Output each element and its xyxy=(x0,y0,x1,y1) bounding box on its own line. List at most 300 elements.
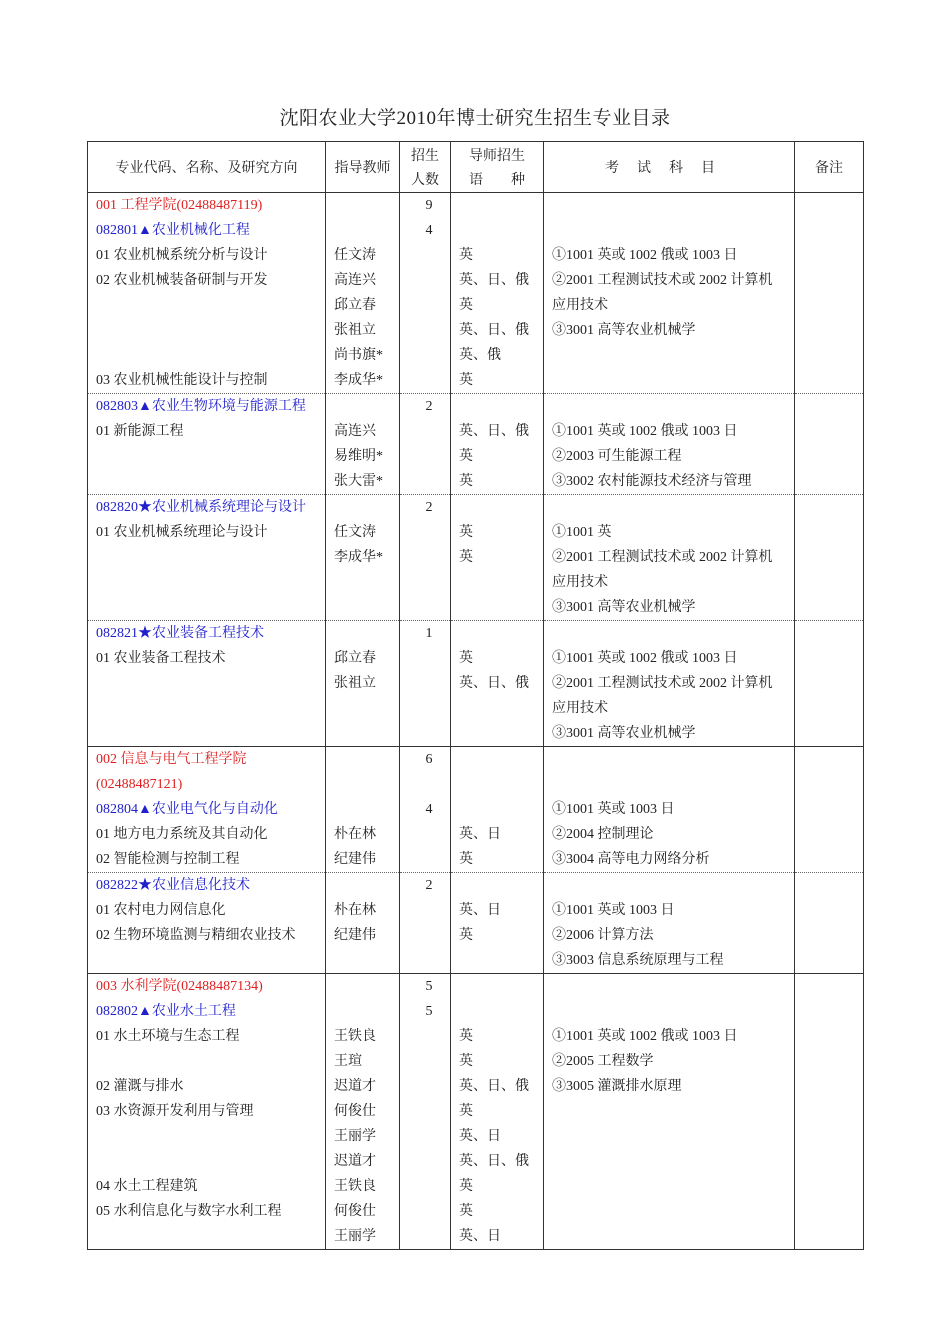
major-line: 02 灌溉与排水 xyxy=(96,1079,184,1094)
quota-line: 2 xyxy=(425,878,433,893)
major-line: 03 农业机械性能设计与控制 xyxy=(96,373,268,388)
remarks-line xyxy=(803,822,863,847)
remarks-cell xyxy=(795,495,864,621)
supervisor-cell xyxy=(326,495,400,621)
major-line: 082802▲农业水土工程 xyxy=(96,1004,236,1019)
header-supervisor: 指导教师 xyxy=(326,142,400,193)
supervisor-cell xyxy=(326,873,400,974)
major-line: 01 水土环境与生态工程 xyxy=(96,1029,240,1044)
remarks-line xyxy=(803,1049,863,1074)
major-line: (02488487121) xyxy=(96,777,183,792)
supervisor-line xyxy=(334,495,399,520)
supervisor-line: 任文涛 xyxy=(334,525,376,540)
remarks-line xyxy=(803,898,863,923)
supervisor-cell xyxy=(326,193,400,394)
subject-line: ③3001 高等农业机械学 xyxy=(552,323,696,338)
language-line: 英 xyxy=(459,852,473,867)
subject-line: ③3001 高等农业机械学 xyxy=(552,600,696,615)
catalog-body xyxy=(88,193,864,1250)
subject-line xyxy=(552,873,794,898)
language-line: 英、日、俄 xyxy=(459,1079,529,1094)
language-line: 英、日、俄 xyxy=(459,424,529,439)
supervisor-line xyxy=(334,747,399,772)
remarks-line xyxy=(803,368,863,393)
major-line: 01 地方电力系统及其自动化 xyxy=(96,827,268,842)
supervisor-line xyxy=(334,873,399,898)
remarks-line xyxy=(803,1149,863,1174)
language-line xyxy=(459,394,543,419)
quota-line xyxy=(408,772,450,797)
quota-line xyxy=(408,1049,450,1074)
subject-line xyxy=(552,1124,794,1149)
header-subjects-label: 考试科目 xyxy=(605,159,733,175)
quota-line: 4 xyxy=(425,223,433,238)
header-language-line1: 导师招生 xyxy=(469,147,525,163)
header-subjects xyxy=(544,142,795,193)
quota-line xyxy=(408,1024,450,1049)
supervisor-line: 王铁良 xyxy=(334,1179,376,1194)
supervisor-line xyxy=(334,772,399,797)
major-line: 03 水资源开发利用与管理 xyxy=(96,1104,254,1119)
major-line: 02 农业机械装备研制与开发 xyxy=(96,273,268,288)
quota-line: 5 xyxy=(425,1004,433,1019)
language-cell xyxy=(451,193,544,394)
header-quota-line1: 招生 xyxy=(411,147,439,163)
supervisor-cell xyxy=(326,974,400,1250)
remarks-line xyxy=(803,747,863,772)
catalog-table xyxy=(87,141,864,1250)
subject-line xyxy=(552,1224,794,1249)
remarks-line xyxy=(803,923,863,948)
subject-line: ①1001 英或 1002 俄或 1003 日 xyxy=(552,248,738,263)
supervisor-line xyxy=(334,193,399,218)
remarks-cell xyxy=(795,621,864,747)
language-line: 英 xyxy=(459,928,473,943)
subject-line xyxy=(552,999,794,1024)
remarks-line xyxy=(803,545,863,570)
major-line: 082820★农业机械系统理论与设计 xyxy=(96,500,306,515)
major-line xyxy=(96,444,325,469)
subject-line xyxy=(552,1174,794,1199)
major-line: 001 工程学院(02488487119) xyxy=(96,198,263,213)
remarks-line xyxy=(803,671,863,696)
language-line: 英、日、俄 xyxy=(459,273,529,288)
quota-line: 5 xyxy=(425,979,433,994)
supervisor-line: 迟道才 xyxy=(334,1079,376,1094)
quota-cell xyxy=(400,974,451,1250)
supervisor-line: 张祖立 xyxy=(334,676,376,691)
quota-line xyxy=(408,293,450,318)
quota-cell xyxy=(400,621,451,747)
language-line: 英 xyxy=(459,1179,473,1194)
subject-line xyxy=(552,772,794,797)
major-cell xyxy=(88,193,326,394)
supervisor-line xyxy=(334,797,399,822)
remarks-line xyxy=(803,797,863,822)
major-line: 082822★农业信息化技术 xyxy=(96,878,250,893)
quota-line xyxy=(408,419,450,444)
remarks-line xyxy=(803,948,863,973)
header-language-line2: 语 种 xyxy=(469,171,525,187)
major-line: 04 水土工程建筑 xyxy=(96,1179,198,1194)
subject-line xyxy=(552,1099,794,1124)
subject-line: ②2004 控制理论 xyxy=(552,827,654,842)
quota-line: 9 xyxy=(425,198,433,213)
subject-cell xyxy=(544,974,795,1250)
major-line xyxy=(96,1124,325,1149)
language-line: 英 xyxy=(459,1054,473,1069)
subject-cell xyxy=(544,621,795,747)
remarks-line xyxy=(803,394,863,419)
supervisor-line: 王丽学 xyxy=(334,1229,376,1244)
quota-line xyxy=(408,595,450,620)
subject-cell xyxy=(544,394,795,495)
subject-line: ②2003 可生能源工程 xyxy=(552,449,682,464)
language-line: 英 xyxy=(459,1104,473,1119)
major-line: 082804▲农业电气化与自动化 xyxy=(96,802,278,817)
major-line xyxy=(96,570,325,595)
supervisor-line xyxy=(334,218,399,243)
subject-line: ③3004 高等电力网络分析 xyxy=(552,852,710,867)
major-line: 01 农业机械系统理论与设计 xyxy=(96,525,268,540)
language-cell xyxy=(451,747,544,873)
major-line: 05 水利信息化与数字水利工程 xyxy=(96,1204,282,1219)
subject-line: 应用技术 xyxy=(552,575,608,590)
table-row xyxy=(88,394,864,495)
major-line xyxy=(96,343,325,368)
subject-line: ①1001 英或 1002 俄或 1003 日 xyxy=(552,651,738,666)
subject-line xyxy=(552,974,794,999)
quota-line xyxy=(408,898,450,923)
major-line: 01 农业机械系统分析与设计 xyxy=(96,248,268,263)
supervisor-line: 王丽学 xyxy=(334,1129,376,1144)
remarks-cell xyxy=(795,747,864,873)
language-cell xyxy=(451,621,544,747)
quota-line xyxy=(408,822,450,847)
subject-line xyxy=(552,747,794,772)
subject-line xyxy=(552,394,794,419)
table-row xyxy=(88,621,864,747)
language-line xyxy=(459,595,543,620)
quota-line: 6 xyxy=(425,752,433,767)
remarks-line xyxy=(803,495,863,520)
language-line: 英、日、俄 xyxy=(459,676,529,691)
remarks-line xyxy=(803,469,863,494)
remarks-line xyxy=(803,1124,863,1149)
header-quota-line2: 人数 xyxy=(411,171,439,187)
quota-line xyxy=(408,948,450,973)
quota-line xyxy=(408,469,450,494)
supervisor-line: 迟道才 xyxy=(334,1154,376,1169)
language-line xyxy=(459,948,543,973)
remarks-line xyxy=(803,318,863,343)
remarks-line xyxy=(803,621,863,646)
remarks-line xyxy=(803,873,863,898)
header-quota xyxy=(400,142,451,193)
quota-line xyxy=(408,368,450,393)
remarks-line xyxy=(803,974,863,999)
supervisor-line: 王瑄 xyxy=(334,1054,362,1069)
quota-line xyxy=(408,1174,450,1199)
major-line: 082821★农业装备工程技术 xyxy=(96,626,264,641)
quota-line xyxy=(408,1149,450,1174)
quota-line xyxy=(408,1074,450,1099)
language-line xyxy=(459,999,543,1024)
supervisor-line: 何俊仕 xyxy=(334,1204,376,1219)
supervisor-line: 李成华* xyxy=(334,550,383,565)
language-line xyxy=(459,495,543,520)
supervisor-line xyxy=(334,721,399,746)
major-cell xyxy=(88,974,326,1250)
language-line: 英 xyxy=(459,373,473,388)
header-remarks: 备注 xyxy=(795,142,864,193)
subject-line: ②2006 计算方法 xyxy=(552,928,654,943)
major-line xyxy=(96,293,325,318)
remarks-line xyxy=(803,268,863,293)
supervisor-line: 王铁良 xyxy=(334,1029,376,1044)
language-line xyxy=(459,974,543,999)
remarks-line xyxy=(803,570,863,595)
subject-line: ②2005 工程数学 xyxy=(552,1054,654,1069)
remarks-cell xyxy=(795,394,864,495)
supervisor-line: 纪建伟 xyxy=(334,852,376,867)
language-line xyxy=(459,621,543,646)
supervisor-line: 李成华* xyxy=(334,373,383,388)
subject-line xyxy=(552,1149,794,1174)
supervisor-line: 高连兴 xyxy=(334,424,376,439)
language-line: 英、日 xyxy=(459,1229,501,1244)
subject-line: ③3003 信息系统原理与工程 xyxy=(552,953,724,968)
table-row xyxy=(88,495,864,621)
subject-line xyxy=(552,218,794,243)
table-row xyxy=(88,193,864,394)
quota-line xyxy=(408,318,450,343)
supervisor-line: 邱立春 xyxy=(334,298,376,313)
subject-line xyxy=(552,368,794,393)
remarks-line xyxy=(803,444,863,469)
quota-line xyxy=(408,1224,450,1249)
language-line xyxy=(459,772,543,797)
supervisor-line xyxy=(334,570,399,595)
language-line xyxy=(459,721,543,746)
supervisor-line: 张大雷* xyxy=(334,474,383,489)
major-line: 01 农业装备工程技术 xyxy=(96,651,226,666)
quota-line xyxy=(408,268,450,293)
supervisor-line: 朴在林 xyxy=(334,827,376,842)
quota-line xyxy=(408,545,450,570)
language-line: 英、日 xyxy=(459,1129,501,1144)
remarks-line xyxy=(803,1024,863,1049)
language-line: 英 xyxy=(459,298,473,313)
remarks-line xyxy=(803,721,863,746)
remarks-line xyxy=(803,1074,863,1099)
supervisor-line xyxy=(334,948,399,973)
language-line xyxy=(459,696,543,721)
quota-line xyxy=(408,721,450,746)
supervisor-line: 尚书旗* xyxy=(334,348,383,363)
subject-line: 应用技术 xyxy=(552,701,608,716)
quota-line xyxy=(408,1124,450,1149)
quota-line xyxy=(408,570,450,595)
table-header-row xyxy=(88,142,864,193)
language-line xyxy=(459,570,543,595)
major-line: 003 水利学院(02488487134) xyxy=(96,979,263,994)
subject-cell xyxy=(544,873,795,974)
supervisor-line xyxy=(334,696,399,721)
supervisor-line: 朴在林 xyxy=(334,903,376,918)
subject-line xyxy=(552,193,794,218)
remarks-line xyxy=(803,243,863,268)
subject-line: ①1001 英或 1003 日 xyxy=(552,903,675,918)
supervisor-cell xyxy=(326,621,400,747)
subject-line: ③3002 农村能源技术经济与管理 xyxy=(552,474,752,489)
subject-line: ③3005 灌溉排水原理 xyxy=(552,1079,682,1094)
language-line: 英 xyxy=(459,1029,473,1044)
quota-line xyxy=(408,847,450,872)
language-line: 英 xyxy=(459,525,473,540)
remarks-line xyxy=(803,1199,863,1224)
major-line xyxy=(96,721,325,746)
subject-line: ①1001 英 xyxy=(552,525,612,540)
subject-line xyxy=(552,343,794,368)
subject-line xyxy=(552,621,794,646)
header-major: 专业代码、名称、及研究方向 xyxy=(88,142,326,193)
quota-line xyxy=(408,444,450,469)
language-line: 英 xyxy=(459,449,473,464)
language-line xyxy=(459,747,543,772)
remarks-line xyxy=(803,595,863,620)
major-line: 02 智能检测与控制工程 xyxy=(96,852,240,867)
remarks-line xyxy=(803,999,863,1024)
supervisor-line xyxy=(334,999,399,1024)
subject-line: 应用技术 xyxy=(552,298,608,313)
remarks-line xyxy=(803,343,863,368)
language-line: 英 xyxy=(459,248,473,263)
supervisor-line: 邱立春 xyxy=(334,651,376,666)
remarks-line xyxy=(803,218,863,243)
language-cell xyxy=(451,394,544,495)
quota-line xyxy=(408,1099,450,1124)
quota-line xyxy=(408,1199,450,1224)
table-row xyxy=(88,974,864,1250)
quota-line xyxy=(408,671,450,696)
language-cell xyxy=(451,873,544,974)
subject-cell xyxy=(544,747,795,873)
subject-line: ①1001 英或 1002 俄或 1003 日 xyxy=(552,424,738,439)
major-line xyxy=(96,671,325,696)
language-line: 英 xyxy=(459,1204,473,1219)
subject-line: ②2001 工程测试技术或 2002 计算机 xyxy=(552,676,773,691)
quota-cell xyxy=(400,193,451,394)
remarks-cell xyxy=(795,974,864,1250)
quota-line: 1 xyxy=(425,626,433,641)
major-line: 002 信息与电气工程学院 xyxy=(96,752,247,767)
supervisor-line: 易维明* xyxy=(334,449,383,464)
major-line xyxy=(96,545,325,570)
supervisor-cell xyxy=(326,394,400,495)
supervisor-line xyxy=(334,394,399,419)
quota-cell xyxy=(400,747,451,873)
quota-line xyxy=(408,923,450,948)
remarks-line xyxy=(803,520,863,545)
major-line xyxy=(96,1224,325,1249)
remarks-line xyxy=(803,293,863,318)
subject-line xyxy=(552,1199,794,1224)
remarks-line xyxy=(803,696,863,721)
language-line xyxy=(459,193,543,218)
quota-cell xyxy=(400,873,451,974)
subject-line: ①1001 英或 1003 日 xyxy=(552,802,675,817)
language-line: 英、日、俄 xyxy=(459,1154,529,1169)
language-cell xyxy=(451,495,544,621)
major-line xyxy=(96,1049,325,1074)
language-cell xyxy=(451,974,544,1250)
table-row xyxy=(88,873,864,974)
major-cell xyxy=(88,394,326,495)
language-line: 英、日 xyxy=(459,903,501,918)
language-line: 英 xyxy=(459,550,473,565)
remarks-line xyxy=(803,646,863,671)
subject-line xyxy=(552,495,794,520)
major-line xyxy=(96,318,325,343)
remarks-line xyxy=(803,1174,863,1199)
major-line: 02 生物环境监测与精细农业技术 xyxy=(96,928,296,943)
language-line xyxy=(459,218,543,243)
language-line: 英 xyxy=(459,474,473,489)
supervisor-line: 任文涛 xyxy=(334,248,376,263)
subject-cell xyxy=(544,193,795,394)
remarks-line xyxy=(803,193,863,218)
subject-line: ②2001 工程测试技术或 2002 计算机 xyxy=(552,550,773,565)
language-line xyxy=(459,797,543,822)
quota-line: 2 xyxy=(425,399,433,414)
supervisor-line xyxy=(334,595,399,620)
language-line xyxy=(459,873,543,898)
quota-line xyxy=(408,520,450,545)
supervisor-line: 高连兴 xyxy=(334,273,376,288)
remarks-cell xyxy=(795,873,864,974)
quota-cell xyxy=(400,495,451,621)
supervisor-line: 何俊仕 xyxy=(334,1104,376,1119)
major-line xyxy=(96,696,325,721)
remarks-cell xyxy=(795,193,864,394)
quota-line xyxy=(408,696,450,721)
major-cell xyxy=(88,621,326,747)
remarks-line xyxy=(803,419,863,444)
supervisor-line xyxy=(334,974,399,999)
header-language xyxy=(451,142,544,193)
quota-cell xyxy=(400,394,451,495)
quota-line xyxy=(408,343,450,368)
major-cell xyxy=(88,495,326,621)
remarks-line xyxy=(803,1099,863,1124)
subject-line: ③3001 高等农业机械学 xyxy=(552,726,696,741)
table-row xyxy=(88,747,864,873)
quota-line xyxy=(408,646,450,671)
language-line: 英、日、俄 xyxy=(459,323,529,338)
major-line xyxy=(96,1149,325,1174)
major-cell xyxy=(88,747,326,873)
subject-line: ②2001 工程测试技术或 2002 计算机 xyxy=(552,273,773,288)
supervisor-cell xyxy=(326,747,400,873)
remarks-line xyxy=(803,772,863,797)
major-line: 01 农村电力网信息化 xyxy=(96,903,226,918)
major-line xyxy=(96,469,325,494)
language-line: 英、日 xyxy=(459,827,501,842)
quota-line xyxy=(408,243,450,268)
remarks-line xyxy=(803,847,863,872)
quota-line: 2 xyxy=(425,500,433,515)
